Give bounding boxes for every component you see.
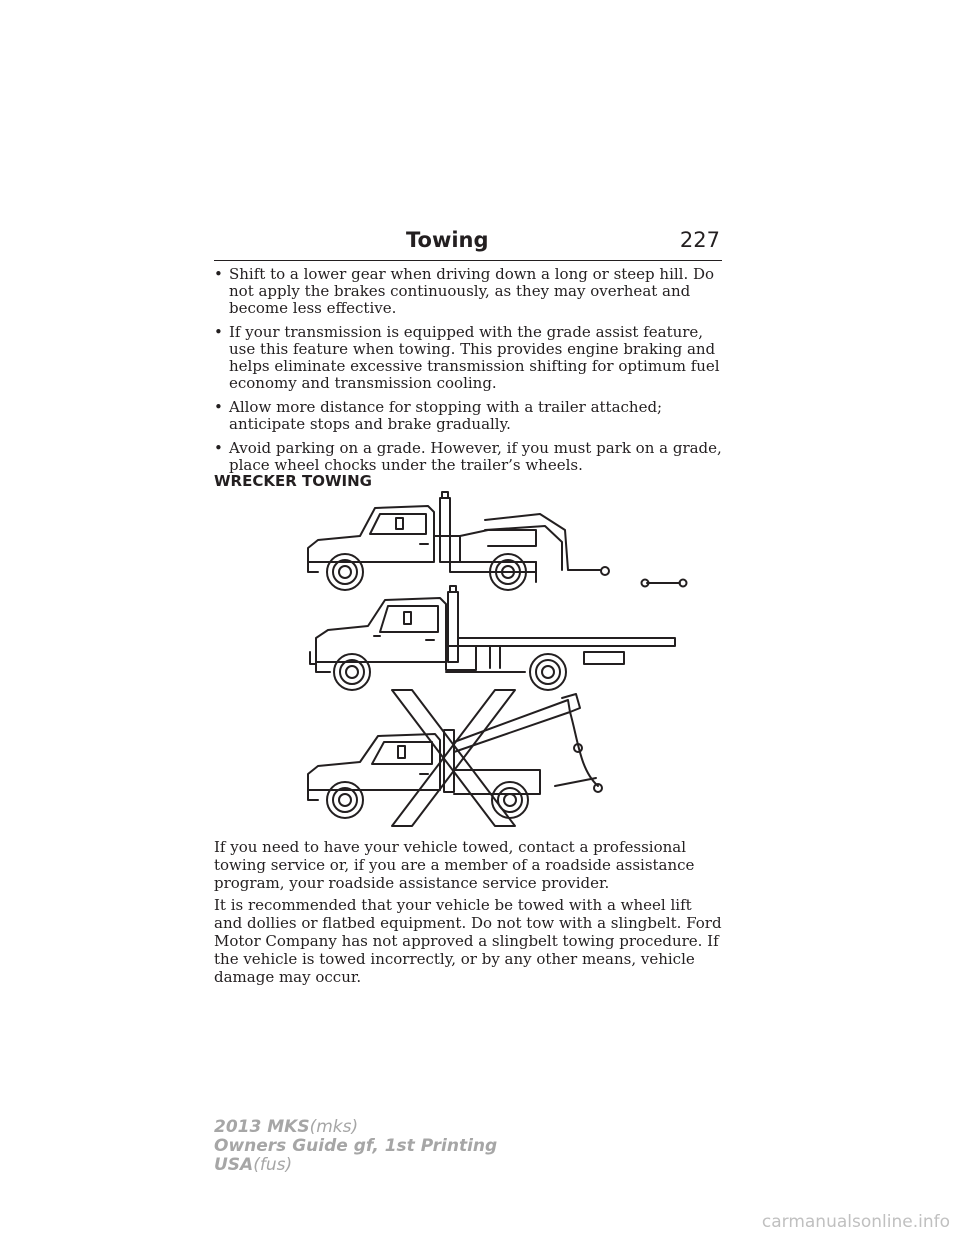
page-header — [214, 228, 722, 261]
tips-list — [214, 266, 724, 481]
footer-model-code: (mks) — [309, 1117, 359, 1137]
slingbelt-truck-icon — [308, 694, 602, 818]
list-item — [214, 266, 724, 317]
footer-line-3 — [214, 1156, 497, 1175]
watermark: carmanualsonline.info — [761, 1212, 950, 1232]
list-item-text: Allow more distance for stopping with a trailer attached; anticipate stops and brake gradually. — [229, 398, 663, 433]
page-title: Towing — [406, 228, 489, 252]
list-item-text: Avoid parking on a grade. However, if you must park on a grade, place wheel chocks under the trailer’s wheels. — [229, 439, 722, 474]
list-item — [214, 440, 724, 474]
paragraph-towing-method: It is recommended that your vehicle be towed with a wheel lift and dollies or flatbed equipment. Do not tow with a slingbelt. Ford Motor Company has not approved a slingbelt towing procedure. If the vehicle is towed incorrectly, or by any other means, vehicle damage may occur. — [214, 896, 722, 986]
list-item — [214, 399, 724, 433]
footer-market: USA — [214, 1155, 254, 1175]
section-heading: WRECKER TOWING — [214, 472, 372, 490]
footer-printing: Owners Guide gf, 1st Printing — [214, 1136, 498, 1156]
list-item — [214, 324, 724, 392]
bullet-glyph: • — [214, 323, 223, 341]
list-item-text: Shift to a lower gear when driving down a long or steep hill. Do not apply the brakes continuously, as they may overheat and become less effective. — [229, 265, 715, 317]
footer-line-2 — [214, 1137, 497, 1156]
footer-line-1 — [214, 1118, 497, 1137]
list-item-text: If your transmission is equipped with the grade assist feature, use this feature when towing. This provides engine braking and helps eliminate excessive transmission shifting for optimum fuel economy and transmission cooling. — [229, 323, 720, 392]
towing-illustration — [300, 490, 700, 835]
flatbed-truck-icon — [310, 586, 675, 690]
paragraph-towing-service: If you need to have your vehicle towed, contact a professional towing service or, if you are a member of a roadside assistance program, your roadside assistance service provider. — [214, 838, 695, 892]
footer-market-code: (fus) — [253, 1155, 293, 1175]
bullet-glyph: • — [214, 398, 223, 416]
page-footer — [214, 1118, 497, 1175]
bullet-glyph: • — [214, 439, 223, 457]
wheel-lift-truck-icon — [308, 492, 687, 590]
page-number: 227 — [679, 228, 720, 252]
footer-model: 2013 MKS — [214, 1117, 310, 1137]
bullet-glyph: • — [214, 265, 223, 283]
